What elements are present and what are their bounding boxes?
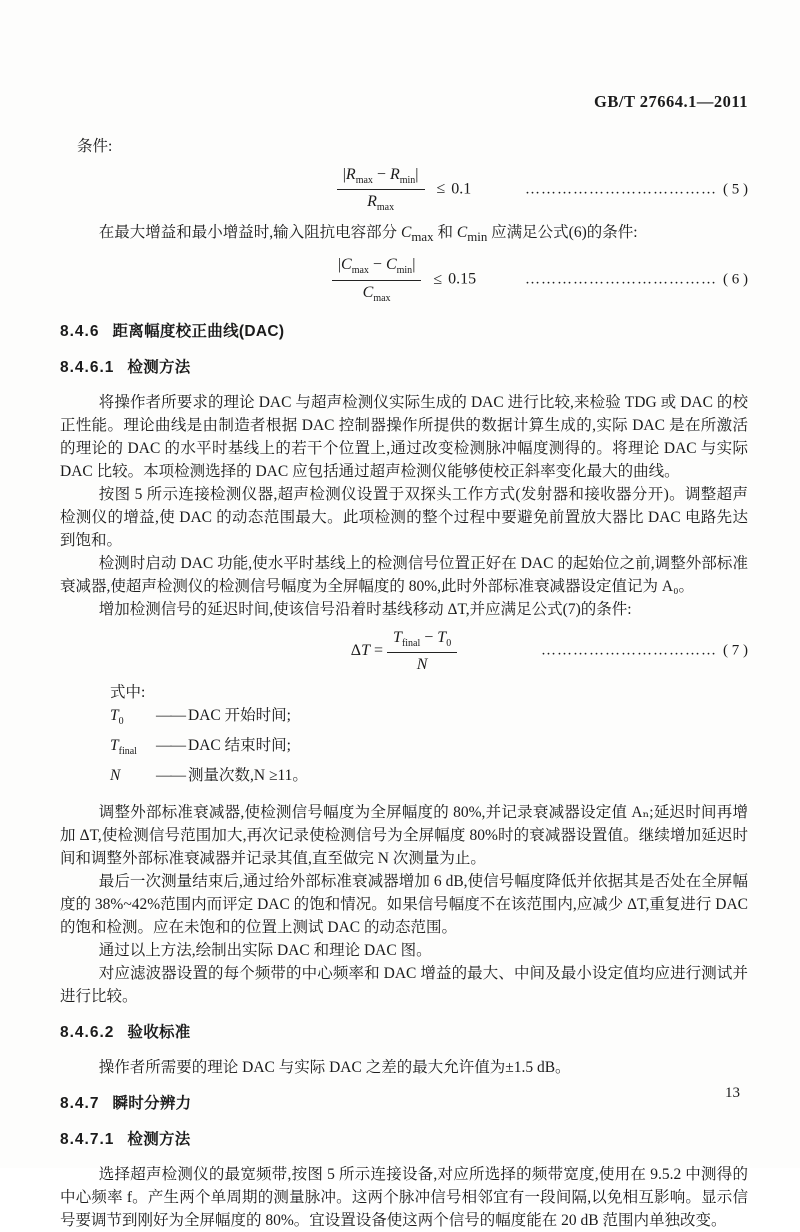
para-widest-band: 选择超声检测仪的最宽频带,按图 5 所示连接设备,对应所选择的频带宽度,使用在 9.5.2 中测得的中心频率 f。产生两个单周期的测量脉冲。这两个脉冲信号相邻宜有一段间隔,以免相互影响。显示信号要调节到刚好为全屏幅度的 80%。宜设置设备使这两个信号的幅度能在 20 dB 范围内单独改变。: [60, 1165, 748, 1229]
fraction-denominator: $R_{max}$: [367, 193, 395, 214]
para-dac-start: 检测时启动 DAC 功能,使水平时基线上的检测信号位置正好在 DAC 的起始位之前,调整外部标准衰减器,使超声检测仪的检测信号幅度为全屏幅度的 80%,此时外部标准衰减器设定值记为 A₀。: [60, 554, 748, 595]
para-figure5-connection: 按图 5 所示连接检测仪器,超声检测仪设置于双探头工作方式(发射器和接收器分开)。调整超声检测仪的增益,使 DAC 的动态范围最大。此项检测的整个过程中要避免前置放大器比 DAC 电路先达到饱和。: [60, 485, 748, 549]
definition-t0: [60, 704, 748, 734]
delta-symbol: Δ: [350, 641, 362, 659]
definition-term: N: [110, 767, 121, 785]
section-heading-8-4-7-1: 8.4.7.1 检测方法: [60, 1130, 191, 1148]
equation-6: [60, 253, 748, 306]
equation-7-tail: [541, 640, 748, 663]
equation-5: [60, 163, 748, 216]
equation-number: ( 7 ): [723, 642, 748, 659]
equation-6-tail: [525, 269, 748, 292]
definition-text: DAC 开始时间;: [188, 707, 291, 725]
relation-symbol: ≤: [436, 180, 446, 198]
relation-symbol: ≤: [433, 270, 443, 288]
definition-tfinal: [60, 734, 748, 764]
equation-5-value: 0.1: [451, 180, 472, 198]
var-cmax: C: [401, 224, 412, 242]
var-cmin: C: [456, 224, 468, 242]
equation-7-fraction: [387, 628, 457, 674]
fraction-denominator: $C_{max}$: [362, 283, 391, 304]
equation-number: ( 5 ): [723, 181, 748, 198]
where-label: 式中:: [110, 684, 146, 702]
standard-number-header: GB/T 27664.1—2011: [594, 92, 748, 111]
fraction-numerator: $|C_{max} - C_{min}|$: [332, 255, 422, 280]
para-attenuator-record: 调整外部标准衰减器,使检测信号幅度为全屏幅度的 80%,并记录衰减器设定值 Aₙ;延迟时间再增加 ΔT,使检测信号范围加大,再次记录使检测信号为全屏幅度 80%时的衰减器设置值。继续增加延迟时间和调整外部标准衰减器并记录其值,直至做完 N 次测量为止。: [60, 803, 748, 867]
section-heading-8-4-6-1: 8.4.6.1 检测方法: [60, 358, 191, 376]
section-heading-8-4-7: 8.4.7 瞬时分辨力: [60, 1094, 192, 1112]
equation-6-value: 0.15: [448, 270, 477, 288]
equation-6-fraction: [332, 255, 422, 304]
fraction-numerator: $|R_{max} - R_{min}|$: [337, 165, 425, 190]
fraction-numerator: $T_{final} - T_0$: [387, 628, 457, 653]
section-heading-8-4-6: 8.4.6 距离幅度校正曲线(DAC): [60, 322, 285, 340]
equation-6-body: [332, 255, 476, 304]
para-filter-bands: 对应滤波器设置的每个频带的中心频率和 DAC 增益的最大、中间及最小设定值均应进行测试并进行比较。: [60, 964, 748, 1005]
dots-leader: ………………………………: [525, 181, 717, 198]
equation-number: ( 6 ): [723, 271, 748, 288]
equation-5-tail: [525, 178, 748, 201]
equation-7: [60, 626, 748, 676]
fraction-denominator: N: [416, 656, 428, 674]
page-number: 13: [725, 1085, 740, 1101]
dots-leader: ………………………………: [525, 271, 717, 288]
section-heading-8-4-6-2: 8.4.6.2 验收标准: [60, 1023, 191, 1041]
equation-5-fraction: [337, 165, 425, 214]
definition-text: 测量次数,N ≥11。: [188, 767, 308, 785]
condition-label: 条件:: [77, 138, 113, 155]
definition-dash: ——: [156, 707, 185, 725]
definition-n: [60, 764, 748, 794]
para-delay-time: 增加检测信号的延迟时间,使该信号沿着时基线移动 ΔT,并应满足公式(7)的条件:: [98, 600, 632, 618]
para-input-impedance: 在最大增益和最小增益时,输入阻抗电容部分 $C_{max}$ 和 $C_{min}$ 应满足公式(6)的条件:: [98, 224, 638, 245]
para-dac-comparison: 将操作者所要求的理论 DAC 与超声检测仪实际生成的 DAC 进行比较,来检验 TDG 或 DAC 的校正性能。理论曲线是由制造者根据 DAC 控制器操作所提供的数据计算生成的,实际 DAC 是在所激活的理论的 DAC 的水平时基线上的若干个位置上,通过改变检测脉冲幅度测得的。将理论 DAC 与实际 DAC 比较。本项检测选择的 DAC 应包括通过超声检测仪能够使校正斜率变化最大的曲线。: [60, 393, 748, 480]
para-saturation-check: 最后一次测量结束后,通过给外部标准衰减器增加 6 dB,使信号幅度降低并依据其是否处在全屏幅度的 38%~42%范围内而评定 DAC 的饱和情况。如果信号幅度不在该范围内,应减少 ΔT,重复进行 DAC 的饱和检测。应在未饱和的位置上测试 DAC 的动态范围。: [60, 872, 748, 936]
para-plot-dac: 通过以上方法,绘制出实际 DAC 和理论 DAC 图。: [98, 941, 432, 959]
definition-text: DAC 结束时间;: [188, 737, 291, 755]
definition-dash: ——: [156, 767, 185, 785]
dots-leader: ……………………………: [541, 642, 717, 659]
definition-dash: ——: [156, 737, 185, 755]
definition-term: $T_{final}$: [110, 737, 137, 758]
definition-term: $T_0$: [110, 707, 124, 728]
equation-7-body: ΔT = $\frac{T_{final} - T_0}{N}$: [351, 628, 457, 674]
equation-5-body: [337, 165, 472, 214]
para-acceptance-criterion: 操作者所需要的理论 DAC 与实际 DAC 之差的最大允许值为±1.5 dB。: [98, 1058, 571, 1076]
